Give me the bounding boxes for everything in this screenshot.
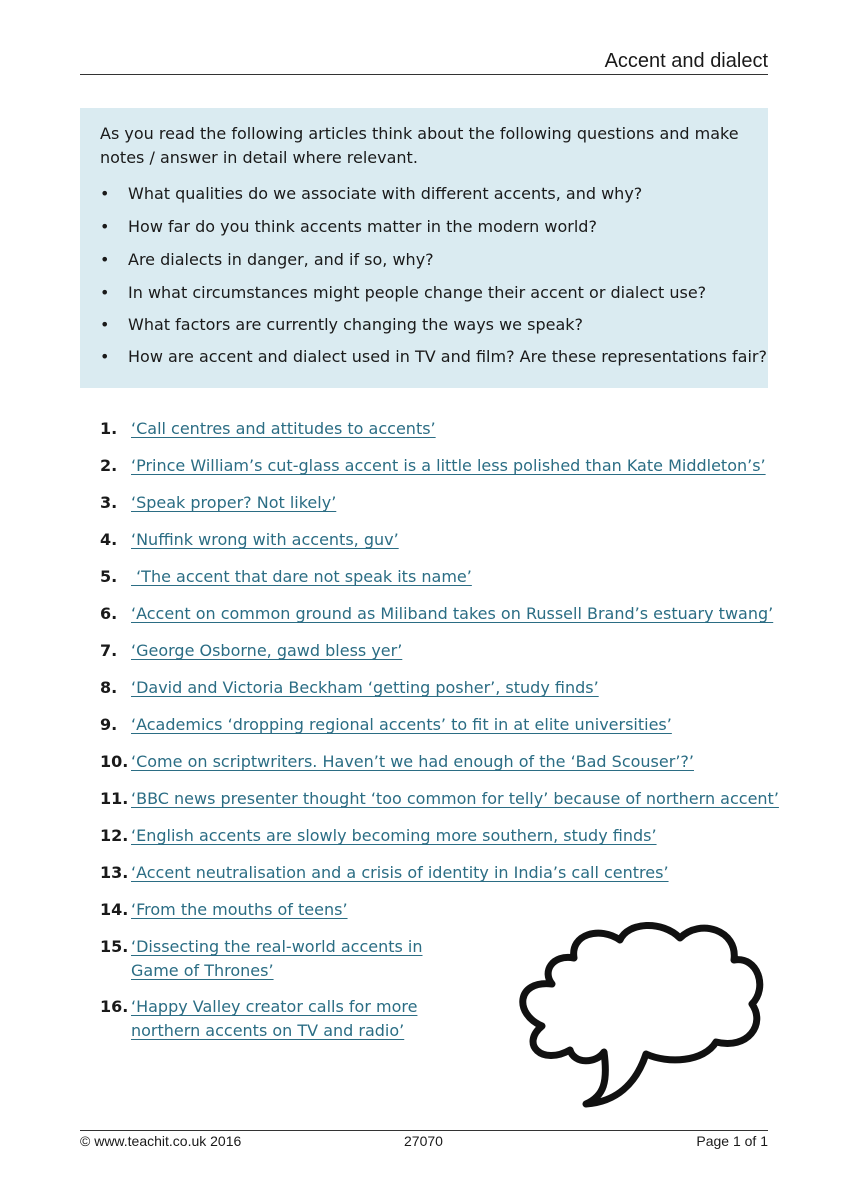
article-number: 13. (100, 863, 129, 882)
bullet-icon: • (100, 315, 110, 334)
question-text: How far do you think accents matter in the modern world? (128, 217, 597, 236)
article-number: 10. (100, 752, 129, 771)
footer-copyright: © www.teachit.co.uk 2016 (80, 1133, 242, 1149)
article-link[interactable]: ‘Come on scriptwriters. Haven’t we had enough of the ‘Bad Scouser’?’ (131, 752, 694, 771)
article-number: 4. (100, 530, 118, 549)
article-link[interactable]: ‘Call centres and attitudes to accents’ (131, 419, 436, 438)
article-link[interactable]: ‘BBC news presenter thought ‘too common for telly’ because of northern accent’ (131, 789, 779, 808)
page-title: Accent and dialect (604, 50, 768, 72)
article-link[interactable]: ‘George Osborne, gawd bless yer’ (131, 641, 403, 660)
question-text: Are dialects in danger, and if so, why? (128, 250, 434, 269)
article-link[interactable]: ‘English accents are slowly becoming more southern, study finds’ (131, 826, 657, 845)
article-link[interactable]: ‘Speak proper? Not likely’ (131, 493, 337, 512)
question-text: How are accent and dialect used in TV and film? Are these representations fair? (128, 347, 767, 366)
article-number: 6. (100, 604, 118, 623)
speech-bubble-icon (512, 914, 768, 1110)
intro-text: As you read the following articles think about the following questions and make notes / answer in detail where relevant. (100, 124, 739, 167)
article-link[interactable]: ‘From the mouths of teens’ (131, 900, 348, 919)
article-link[interactable]: ‘David and Victoria Beckham ‘getting posher’, study finds’ (131, 678, 599, 697)
bullet-icon: • (100, 283, 110, 302)
article-number: 5. (100, 567, 118, 586)
article-number: 3. (100, 493, 118, 512)
question-text: In what circumstances might people change their accent or dialect use? (128, 283, 707, 302)
article-link[interactable]: ‘Prince William’s cut-glass accent is a little less polished than Kate Middleton’s’ (131, 456, 766, 475)
article-number: 14. (100, 900, 129, 919)
bullet-icon: • (100, 347, 110, 366)
intro-box (80, 108, 768, 388)
question-text: What qualities do we associate with different accents, and why? (128, 184, 643, 203)
article-link[interactable]: ‘Academics ‘dropping regional accents’ to fit in at elite universities’ (131, 715, 672, 734)
header-divider (80, 74, 768, 75)
article-number: 12. (100, 826, 129, 845)
article-link[interactable]: ‘The accent that dare not speak its name’ (131, 567, 472, 586)
article-link[interactable]: ‘Accent on common ground as Miliband takes on Russell Brand’s estuary twang’ (131, 604, 774, 623)
article-link[interactable]: ‘Dissecting the real-world accents in Game of Thrones’ (131, 937, 423, 980)
article-link[interactable]: ‘Accent neutralisation and a crisis of identity in India’s call centres’ (131, 863, 669, 882)
footer-divider (80, 1130, 768, 1131)
article-number: 15. (100, 937, 129, 956)
article-number: 9. (100, 715, 118, 734)
article-link[interactable]: ‘Happy Valley creator calls for more northern accents on TV and radio’ (131, 997, 418, 1040)
footer-page-number: Page 1 of 1 (696, 1133, 768, 1149)
bullet-icon: • (100, 217, 110, 236)
question-text: What factors are currently changing the ways we speak? (128, 315, 584, 334)
article-number: 7. (100, 641, 118, 660)
article-link[interactable]: ‘Nuffink wrong with accents, guv’ (131, 530, 399, 549)
article-number: 11. (100, 789, 129, 808)
bullet-icon: • (100, 184, 110, 203)
article-number: 16. (100, 997, 129, 1016)
article-number: 8. (100, 678, 118, 697)
footer-code: 27070 (404, 1133, 443, 1149)
article-number: 2. (100, 456, 118, 475)
bullet-icon: • (100, 250, 110, 269)
article-number: 1. (100, 419, 118, 438)
